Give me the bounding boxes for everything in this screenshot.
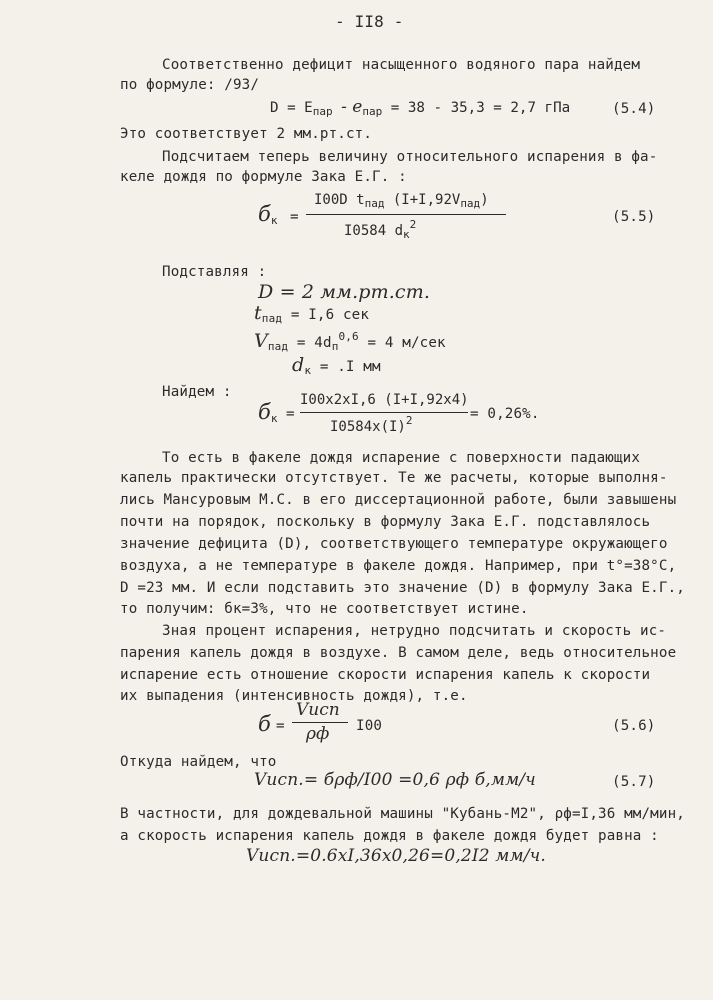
- paragraph-line: а скорость испарения капель дождя в факеле дождя будет равна :: [120, 828, 659, 844]
- subst-dk: $d_к = .I$ мм: [292, 354, 381, 377]
- subst-t: $t_{пад} = I,6$ сек: [254, 302, 370, 325]
- paragraph-line: Соответственно дефицит насыщенного водяного пара найдем: [162, 57, 641, 73]
- calc-result: = 0,26%.: [470, 406, 540, 422]
- page-number: - II8 -: [335, 12, 404, 31]
- fraction-bar: [292, 722, 348, 723]
- calc-denominator: $I0584x(I)^2$: [330, 414, 413, 435]
- fraction-bar: [306, 214, 506, 215]
- paragraph-line: парения капель дождя в воздухе. В самом деле, ведь относительное: [120, 645, 677, 661]
- paragraph-line: В частности, для дождевальной машины "Кубань-М2", ρф=I,36 мм/мин,: [120, 806, 685, 822]
- eq-5-4-sub2: пар: [362, 105, 383, 118]
- subst-v: $V_{пад} = 4d_п^{0,6} = 4$ м/сек: [254, 330, 446, 353]
- eq-5-5-lhs: $б_к$: [258, 202, 278, 227]
- eq-5-4-minus: - e: [341, 97, 363, 117]
- paragraph-line: Зная процент испарения, нетрудно подсчитать и скорость ис-: [162, 623, 667, 639]
- equation-number: (5.6): [612, 718, 656, 734]
- find-label: Найдем :: [162, 384, 232, 400]
- paragraph-line: по формуле: /93/: [120, 77, 260, 93]
- paragraph-line: То есть в факеле дождя испарение с поверхности падающих: [162, 450, 641, 466]
- calc-lhs: $б_к$: [258, 400, 278, 425]
- eq-5-4-sub: пар: [312, 105, 333, 118]
- eq-5-5-equals: =: [290, 209, 299, 225]
- subst-label: Подставляя :: [162, 264, 267, 280]
- eq-5-6-equals: =: [276, 718, 285, 734]
- fraction-bar: [300, 412, 468, 413]
- paragraph-line: испарение есть отношение скорости испарения капель к скорости: [120, 667, 651, 683]
- equation-number: (5.5): [612, 209, 656, 225]
- equation-number: (5.4): [612, 101, 656, 117]
- paragraph-line: келе дождя по формуле Зака Е.Г. :: [120, 169, 407, 185]
- final-equation: Vисп.=0.6xI,36x0,26=0,2I2 мм/ч.: [246, 846, 546, 866]
- paragraph-line: капель практически отсутствует. Те же расчеты, которые выполня-: [120, 470, 668, 486]
- equation-5-4: [270, 97, 570, 118]
- paragraph-line: почти на порядок, поскольку в формулу Зака Е.Г. подставлялось: [120, 514, 651, 530]
- paragraph-line: Подсчитаем теперь величину относительного испарения в фа-: [162, 149, 658, 165]
- paragraph-line: D =23 мм. И если подставить это значение (D) в формулу Зака Е.Г.,: [120, 580, 685, 596]
- calc-numerator: I00x2xI,6 (I+I,92x4): [300, 392, 469, 408]
- paragraph-line: Откуда найдем, что: [120, 754, 277, 770]
- paragraph-line: Это соответствует 2 мм.рт.ст.: [120, 126, 373, 142]
- eq-5-6-lhs: б: [258, 712, 271, 736]
- eq-5-6-denominator: ρф: [306, 724, 330, 744]
- equation-5-7: Vисп.= бρф/I00 =0,6 ρф б,мм/ч: [254, 770, 536, 790]
- eq-5-4-rhs: = 38 - 35,3 = 2,7 гПа: [390, 100, 571, 116]
- eq-5-4-lhs: D = E: [270, 100, 313, 116]
- paragraph-line: воздуха, а не температуре в факеле дождя. Например, при t°=38°С,: [120, 558, 677, 574]
- paragraph-line: их выпадения (интенсивность дождя), т.е.: [120, 688, 468, 704]
- eq-5-5-denominator: I0584 $d_к^2$: [344, 218, 417, 241]
- eq-5-5-numerator: I00D $t_{пад}$ $(I+I,92V_{пад})$: [314, 192, 489, 210]
- eq-5-6-factor: I00: [356, 718, 383, 734]
- subst-d: D = 2 мм.рт.ст.: [258, 281, 431, 303]
- equation-number: (5.7): [612, 774, 656, 790]
- paragraph-line: то получим: бк=3%, что не соответствует истине.: [120, 601, 529, 617]
- calc-equals: =: [286, 406, 295, 422]
- eq-5-6-numerator: Vисп: [296, 700, 340, 720]
- paragraph-line: лись Мансуровым М.С. в его диссертационной работе, были завышены: [120, 492, 677, 508]
- paragraph-line: значение дефицита (D), соответствующего температуре окружающего: [120, 536, 668, 552]
